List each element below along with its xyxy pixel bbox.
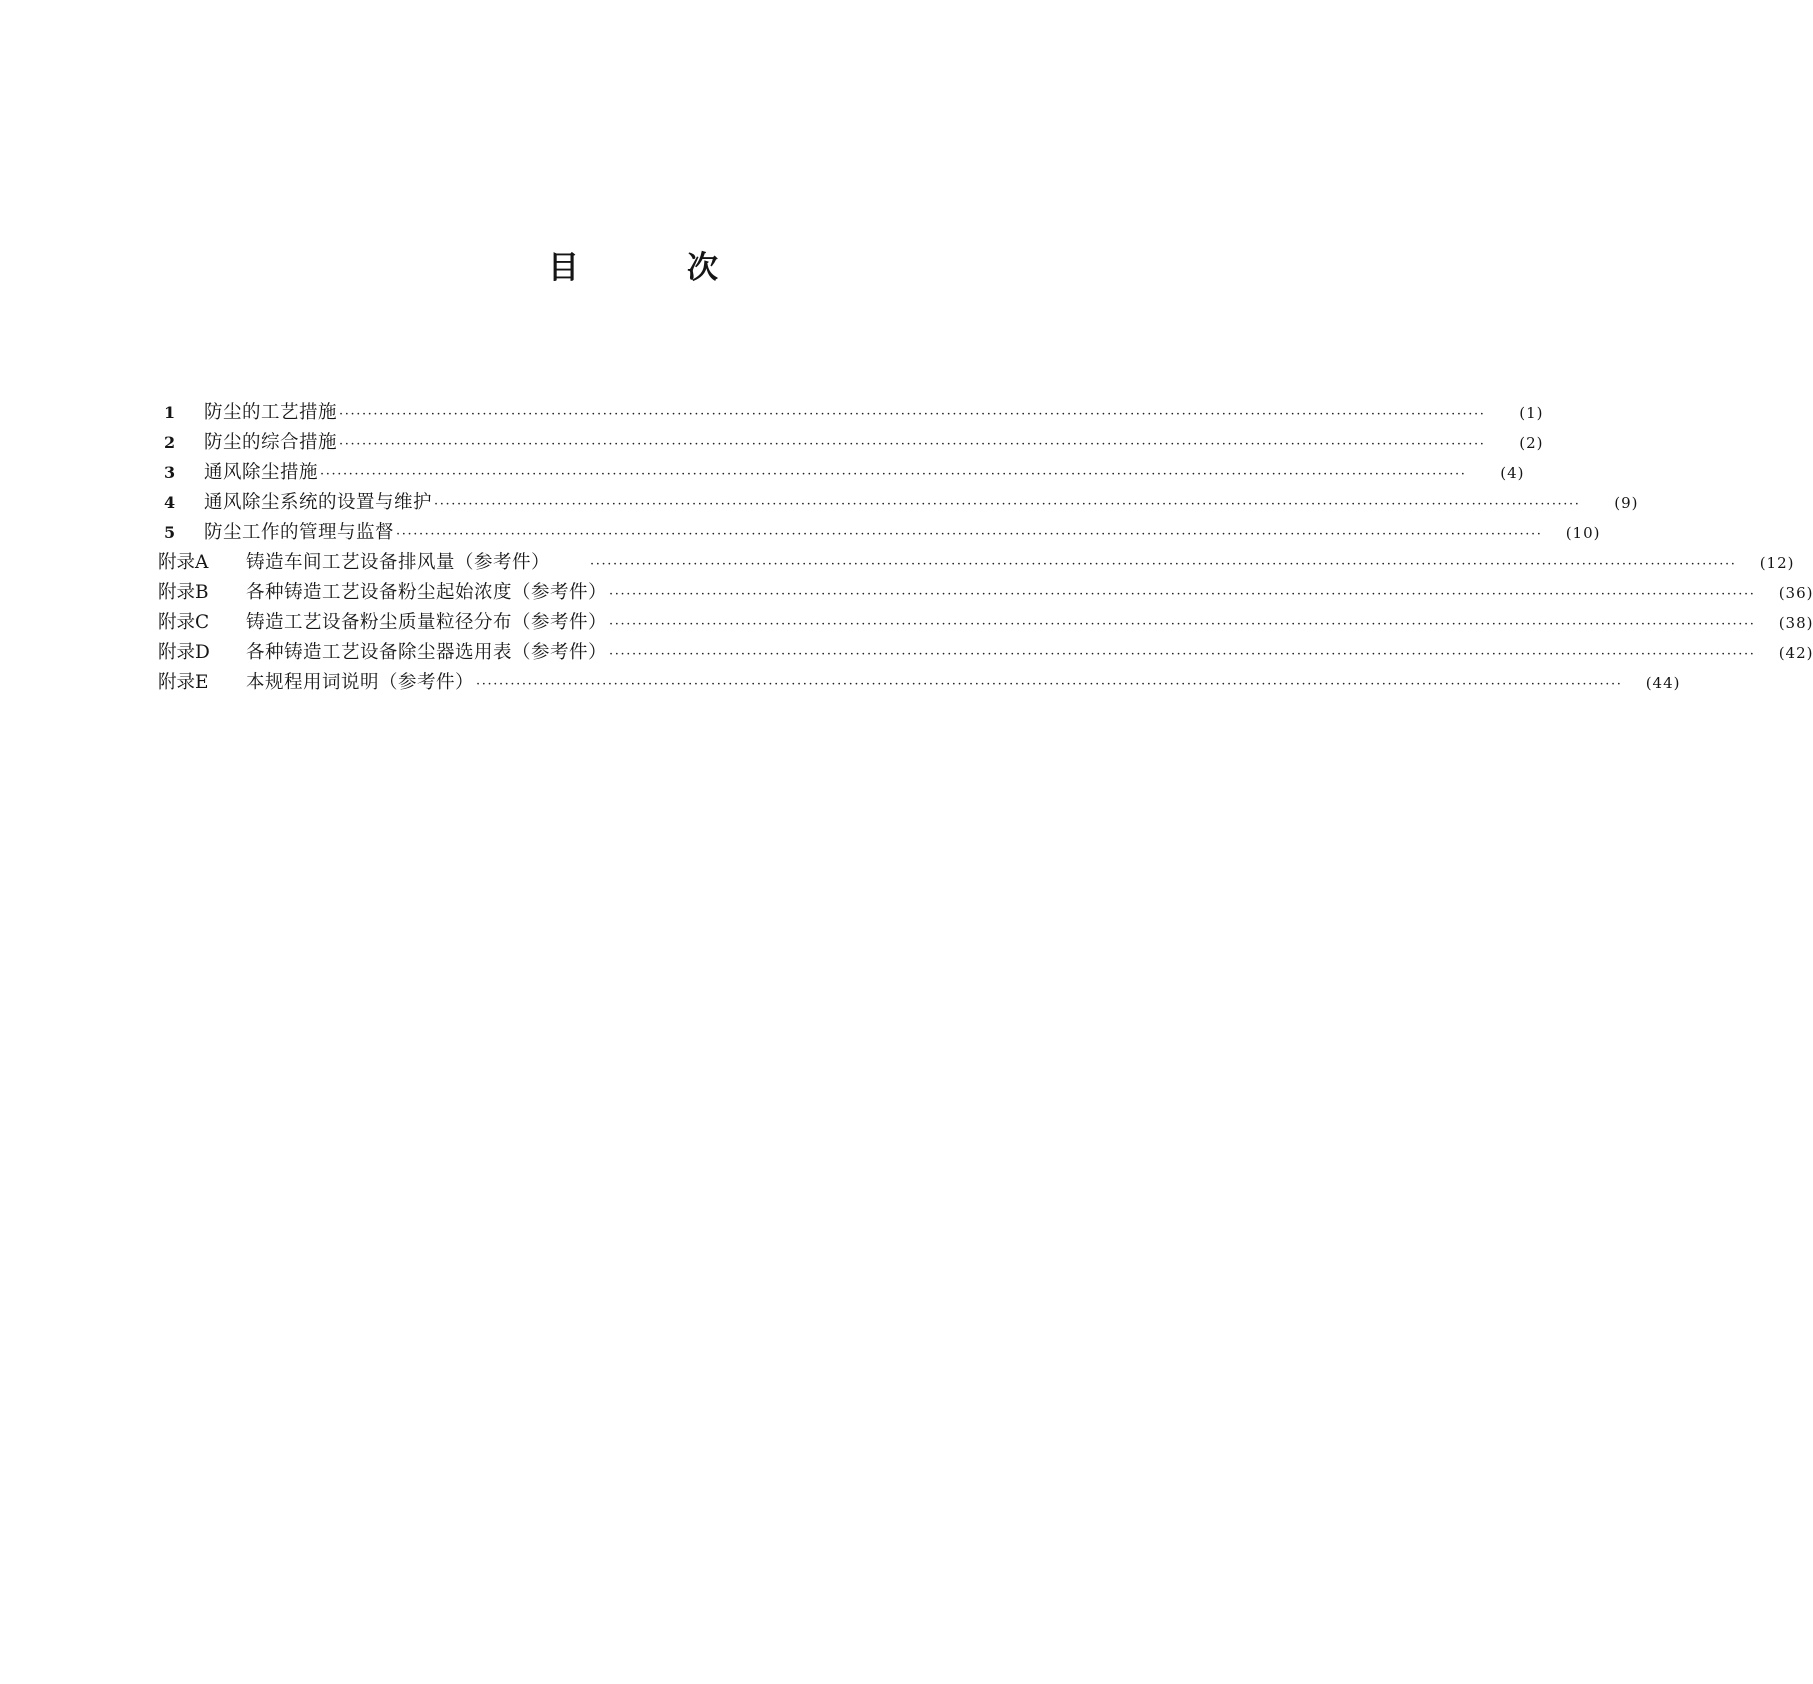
- toc-entry: [158, 608, 1813, 638]
- dot-leader: ········································································································································································································: [609, 617, 1756, 632]
- toc-number: 1: [164, 403, 176, 422]
- page-title: [548, 248, 718, 288]
- toc-page-number: (42): [1778, 644, 1813, 662]
- toc-title: 各种铸造工艺设备粉尘起始浓度（参考件）: [246, 582, 608, 603]
- toc-title: 防尘的综合措施: [204, 432, 338, 453]
- toc-number: 3: [164, 463, 176, 482]
- toc-entry: [158, 428, 1544, 458]
- toc-title: 通风除尘措施: [204, 462, 319, 483]
- toc-title: 铸造车间工艺设备排风量（参考件）: [246, 552, 551, 573]
- toc-page-number: (1): [1519, 404, 1544, 422]
- toc-title: 各种铸造工艺设备除尘器选用表（参考件）: [246, 642, 608, 663]
- toc-number: 5: [164, 523, 176, 542]
- dot-leader: ········································································································································································································: [434, 497, 1581, 512]
- toc-entry: [158, 398, 1544, 428]
- dot-leader: ········································································································································································································: [320, 467, 1467, 482]
- toc-page-number: (12): [1759, 554, 1795, 572]
- toc-entry: [158, 548, 1795, 578]
- toc-number: 4: [164, 493, 176, 512]
- toc-entry: [158, 488, 1639, 518]
- toc-entry: [158, 578, 1813, 608]
- dot-leader: ········································································································································································································: [339, 437, 1486, 452]
- dot-leader: ········································································································································································································: [476, 677, 1623, 692]
- toc-title: 铸造工艺设备粉尘质量粒径分布（参考件）: [246, 612, 608, 633]
- toc-title: 防尘工作的管理与监督: [204, 522, 395, 543]
- toc-page-number: (38): [1778, 614, 1813, 632]
- toc-page-number: (36): [1778, 584, 1813, 602]
- toc-entry: [158, 458, 1525, 488]
- toc-number: 附录D: [158, 642, 210, 663]
- title-char-1: 目: [548, 250, 579, 286]
- title-char-2: 次: [687, 250, 718, 286]
- toc-number: 附录C: [158, 612, 210, 633]
- toc-entry: [158, 518, 1601, 548]
- toc-number: 2: [164, 433, 176, 452]
- toc-title: 防尘的工艺措施: [204, 402, 338, 423]
- toc-title: 本规程用词说明（参考件）: [246, 672, 475, 693]
- toc-entry: [158, 668, 1681, 698]
- toc-title: 通风除尘系统的设置与维护: [204, 492, 433, 513]
- toc-page-number: (4): [1500, 464, 1525, 482]
- table-of-contents: [158, 398, 1813, 698]
- toc-number: 附录E: [158, 672, 209, 693]
- toc-page-number: (44): [1645, 674, 1681, 692]
- dot-leader: ········································································································································································································: [609, 587, 1756, 602]
- toc-page-number: (10): [1565, 524, 1601, 542]
- dot-leader: ········································································································································································································: [396, 527, 1543, 542]
- dot-leader: ········································································································································································································: [590, 557, 1737, 572]
- toc-number: 附录A: [158, 552, 209, 573]
- toc-entry: [158, 638, 1813, 668]
- dot-leader: ········································································································································································································: [339, 407, 1486, 422]
- toc-page-number: (9): [1614, 494, 1639, 512]
- toc-page-number: (2): [1519, 434, 1544, 452]
- dot-leader: ········································································································································································································: [609, 647, 1756, 662]
- toc-number: 附录B: [158, 582, 209, 603]
